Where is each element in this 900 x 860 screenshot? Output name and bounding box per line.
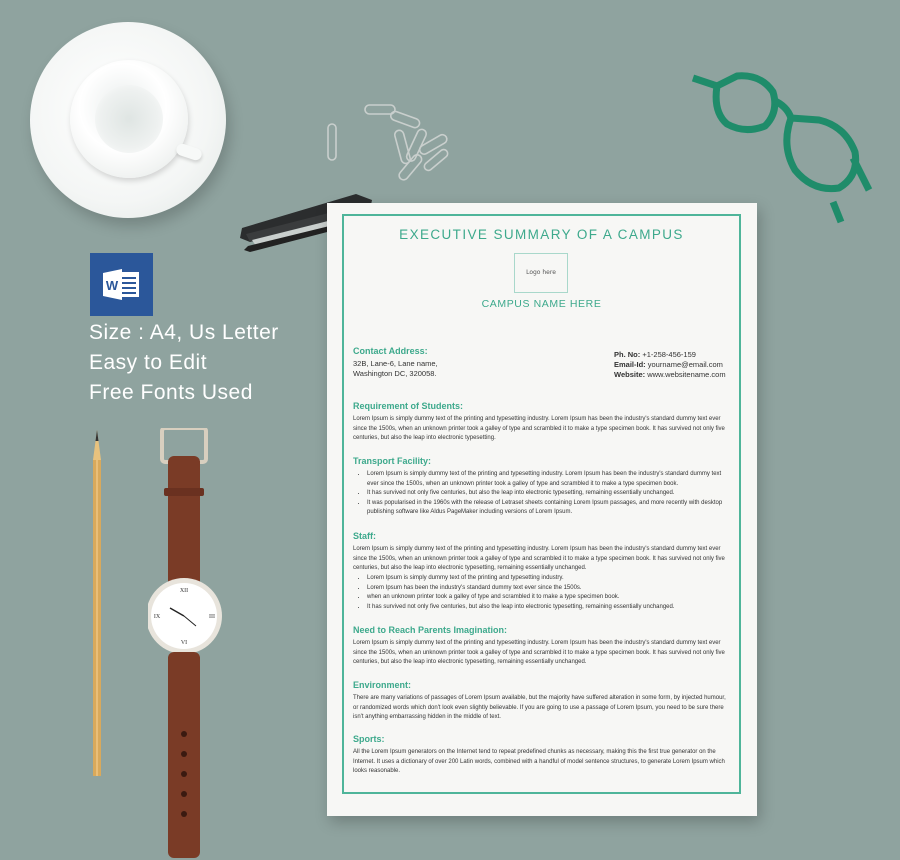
wristwatch-icon [148, 428, 228, 858]
list-item: • It has survived not only five centuries, but also the leap into electronic typesetting, remaining essentially unchanged. [367, 489, 729, 499]
website-label: Website: [614, 370, 646, 379]
section-text-parents: Lorem Ipsum is simply dummy text of the printing and typesetting industry. Lorem Ipsum has been the industry's standard dummy text ever since the 1500s, when an unknown printer took a galley of type and scrambled it to make a type specimen book. It has survived not only five centuries, but also the leap into electronic typesetting, remaining essentially unchanged. [353, 640, 725, 665]
email-label: Email-Id: [614, 360, 646, 369]
svg-text:III: III [209, 614, 215, 620]
list-item: • It has survived not only five centuries, but also the leap into electronic typesetting, remaining essentially unchanged. [367, 603, 729, 613]
address-line-1: 32B, Lane-6, Lane name, [353, 359, 438, 368]
section-heading-requirement: Requirement of Students: [353, 401, 464, 411]
feature-size: Size : A4, Us Letter [89, 321, 279, 344]
section-text-staff: Lorem Ipsum is simply dummy text of the printing and typesetting industry. Lorem Ipsum has been the industry's standard dummy text ever since the 1500s, when an unknown printer took a galley of type and scrambled it to make a type specimen book. It has survived not only five centuries, but also the leap into electronic typesetting, remaining essentially unchanged. [353, 546, 725, 571]
email-value: yourname@email.com [647, 360, 723, 369]
website-value: www.websitename.com [647, 370, 726, 379]
address-line-2: Washington DC, 320058. [353, 369, 437, 378]
phone-label: Ph. No: [614, 350, 641, 359]
feature-edit: Easy to Edit [89, 351, 208, 374]
section-heading-staff: Staff: [353, 531, 376, 541]
contact-heading: Contact Address: [353, 346, 428, 356]
svg-text:IX: IX [153, 614, 161, 620]
svg-text:XII: XII [179, 588, 189, 594]
section-heading-environment: Environment: [353, 680, 412, 690]
cup-inside [95, 85, 163, 153]
section-text-requirement: Lorem Ipsum is simply dummy text of the printing and typesetting industry. Lorem Ipsum has been the industry's standard dummy text ever since the 1500s, when an unknown printer took a galley of type and scrambled it to make a type specimen book. It has survived not only five centuries, but also the leap into electronic typesetting. [353, 416, 725, 441]
word-icon [90, 253, 153, 316]
svg-text:VI: VI [180, 640, 188, 646]
paperclips-icon [320, 100, 455, 190]
feature-fonts: Free Fonts Used [89, 381, 253, 404]
section-heading-transport: Transport Facility: [353, 456, 432, 466]
section-heading-parents: Need to Reach Parents Imagination: [353, 625, 508, 635]
phone-line [614, 350, 696, 360]
svg-text:W: W [105, 278, 119, 293]
email-line [614, 360, 723, 370]
list-item: • It was popularised in the 1960s with the release of Letraset sheets containing Lorem Ipsum passages, and more recently with desktop publishing software like Aldus PageMaker including versions of Lorem Ipsum. [367, 499, 729, 518]
section-text-sports: All the Lorem Ipsum generators on the Internet tend to repeat predefined chunks as necessary, making this the first true generator on the Internet. It uses a dictionary of over 200 Latin words, combined with a handful of model sentence structures, to generate Lorem Ipsum which looks reasonable. [353, 749, 725, 774]
website-line [614, 370, 726, 380]
list-item: • Lorem Ipsum has been the industry's standard dummy text ever since the 1500s. [367, 584, 729, 594]
list-item: • Lorem Ipsum is simply dummy text of the printing and typesetting industry. Lorem Ipsum has been the industry's standard dummy text ever since the 1500s, when an unknown printer took a galley of type and scrambled it to make a type specimen book. [367, 470, 729, 489]
pencil-icon [92, 430, 102, 776]
campus-name: CAMPUS NAME HERE [481, 298, 602, 310]
transport-list [353, 470, 729, 518]
staff-list [353, 574, 729, 612]
phone-value: +1-258-456-159 [642, 350, 696, 359]
list-item: • when an unknown printer took a galley of type and scrambled it to make a type specimen book. [367, 593, 729, 603]
document-title: EXECUTIVE SUMMARY OF A CAMPUS [399, 227, 684, 242]
section-text-environment: There are many variations of passages of Lorem Ipsum available, but the majority have suffered alteration in some form, by injected humour, or randomized words which don't look even slightly believable. If you are going to use a passage of Lorem Ipsum, you need to be sure there isn't anything embarrassing hidden in the middle of text. [353, 695, 726, 720]
logo-placeholder: Logo here [514, 253, 568, 293]
list-item: • Lorem Ipsum is simply dummy text of the printing and typesetting industry. [367, 574, 729, 584]
section-heading-sports: Sports: [353, 734, 385, 744]
glasses-icon [683, 42, 873, 228]
